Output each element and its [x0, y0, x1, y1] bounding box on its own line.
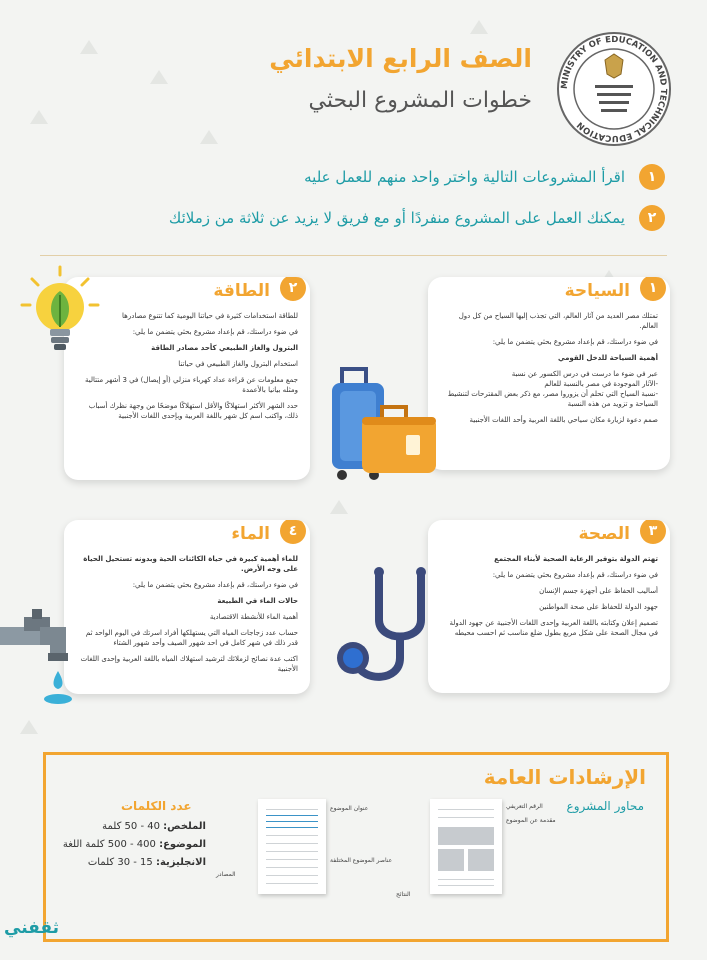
card-number: ٢: [280, 277, 306, 301]
card-item: أهمية الماء للأنشطة الاقتصادية: [209, 613, 298, 621]
water-tap-icon: [0, 607, 80, 711]
step-number: ١: [639, 164, 665, 190]
step-text: يمكنك العمل على المشروع منفردًا أو مع فريق لا يزيد عن ثلاثة من زملائك: [168, 209, 625, 227]
card-number: ١: [640, 277, 666, 301]
word-count-row: [62, 839, 206, 850]
word-count-title: عدد الكلمات: [121, 799, 192, 813]
doc-label-results: النتائج: [396, 891, 411, 898]
card-item: تصميم إعلان وكتابته باللغة العربية وإحدى اللغات الأجنبية عن جهود الدولة في مجال الصحة على شكل مربع بطول ضلع مناسب ثم احسب محيطه: [449, 619, 658, 637]
page-subtitle: خطوات المشروع البحثي: [308, 88, 532, 113]
word-count-label: الملخص:: [163, 821, 206, 832]
card-item: صمم دعوة لزيارة مكان سياحي باللغة العربية وأحد اللغات الأجنبية: [469, 416, 658, 424]
document-sample-sources: [258, 799, 326, 894]
card-lead: في ضوء دراستك، قم بإعداد مشروع بحثي يتضمن ما يلي:: [492, 571, 658, 579]
lightbulb-leaf-icon: [20, 265, 100, 364]
doc-label-sources: المصادر: [216, 871, 236, 878]
card-number: ٣: [640, 520, 666, 544]
card-title: الماء: [231, 524, 270, 544]
ministry-seal-logo: [555, 30, 673, 148]
document-sample-sections: [430, 799, 502, 894]
card-item: جهود الدولة للحفاظ على صحة المواطنين: [539, 603, 658, 611]
step-1: [304, 162, 665, 192]
card-body: [76, 554, 298, 680]
card-intro: للماء أهمية كبيرة في حياة الكائنات الحية وبدونه تستحيل الحياة على وجه الأرض.: [83, 555, 298, 573]
card-item: البترول والغاز الطبيعي كأحد مصادر الطاقة: [151, 344, 298, 352]
guidelines-title: الإرشادات العامة: [483, 765, 646, 789]
card-intro: للطاقة استخدامات كثيرة في حياتنا اليومية كما تتنوع مصادرها: [122, 312, 298, 320]
footer-logo: ثقفني: [4, 918, 59, 938]
card-item: جمع معلومات عن قراءة عداد كهرباء منزلي (أو إيصال) في 3 أشهر متتالية ومثله بيانيا بالأعمدة: [85, 376, 298, 394]
card-item: -نسبة السياح التي تحلم أن يزوروا مصر، مع ذكر بعض المقترحات لتنشيط السياحة و تزويد من هذه النسبة: [447, 390, 658, 408]
doc-label-subject-title: عنوان الموضوع: [330, 805, 369, 812]
card-item: حساب عدد زجاجات المياه التي يستهلكها أفراد اسرتك في اليوم الواحد ثم قدر ذلك في شهر كامل في احد شهور الصيف وأحد شهور الشتاء: [85, 629, 298, 647]
card-body: [440, 311, 658, 431]
header: [0, 0, 707, 150]
card-tourism: [428, 277, 670, 470]
step-2: [169, 203, 665, 233]
divider: [40, 255, 667, 256]
card-body: [78, 311, 298, 427]
card-item: حدد الشهر الأكثر استهلاكًا والأقل استهلاكًا موضحًا من وجهة نظرك أسباب ذلك، واكتب اسم كل شهر باللغة العربية وبإحدى اللغات الأجنبية: [88, 402, 298, 420]
luggage-icon: [322, 365, 440, 487]
card-body: [440, 554, 658, 644]
card-title: الطاقة: [213, 281, 270, 301]
card-item: -الآثار الموجودة في مصر بالنسبة للعالم: [544, 380, 658, 388]
word-count-value: 15 - 30 كلمات: [87, 857, 153, 868]
card-item: أساليب الحفاظ على أجهزة جسم الإنسان: [539, 587, 658, 595]
guidelines-box: [43, 752, 669, 942]
word-count-value: 40 - 50 كلمة: [102, 821, 160, 832]
card-lead: في ضوء دراستك، قم بإعداد مشروع بحثي يتضمن ما يلي:: [132, 581, 298, 589]
project-axes-title: محاور المشروع: [566, 799, 644, 813]
stethoscope-icon: [335, 560, 453, 699]
card-intro: تمتلك مصر العديد من آثار العالم، التي تجذب إليها السياح من كل دول العالم.: [458, 312, 658, 330]
word-count-row: [66, 857, 206, 868]
seal-text: MINISTRY OF EDUCATION AND TECHNICAL EDUCATION: [559, 34, 669, 144]
word-count-label: الموضوع:: [159, 839, 206, 850]
card-item: اكتب عدة نصائح لزملائك لترشيد استهلاك المياه باللغة العربية وإحدى اللغات الأجنبية: [80, 655, 298, 673]
card-water: [64, 520, 310, 694]
card-title: السياحة: [564, 281, 630, 301]
page-title: الصف الرابع الابتدائي: [269, 44, 532, 73]
word-count-row: [66, 821, 206, 832]
card-lead: في ضوء دراستك، قم بإعداد مشروع بحثي يتضمن ما يلي:: [132, 328, 298, 336]
card-item: أهمية السياحة للدخل القومي: [558, 354, 658, 362]
doc-label-number: الرقم التعريفي: [506, 803, 543, 810]
card-item: عبر في ضوء ما درست في درس الكسور عن نسبة: [511, 370, 658, 378]
card-energy: [64, 277, 310, 480]
background-shape: [330, 500, 348, 514]
step-number: ٢: [639, 205, 665, 231]
word-count-value: 400 - 500 كلمة اللغة: [62, 839, 156, 850]
step-text: اقرأ المشروعات التالية واختر واحد منهم للعمل عليه: [304, 168, 625, 186]
card-title: الصحة: [578, 524, 630, 544]
card-item: استخدام البترول والغاز الطبيعي في حياتنا: [178, 360, 298, 368]
card-item: حالات الماء في الطبيعة: [217, 597, 298, 605]
card-health: [428, 520, 670, 693]
background-shape: [20, 720, 38, 734]
card-lead: في ضوء دراستك، قم بإعداد مشروع بحثي يتضمن ما يلي:: [492, 338, 658, 346]
word-count-label: الانجليزية:: [155, 857, 206, 868]
doc-label-intro: مقدمة عن الموضوع: [506, 817, 556, 824]
doc-label-elements: عناصر الموضوع المختلفة: [330, 857, 393, 864]
card-number: ٤: [280, 520, 306, 544]
card-intro: تهتم الدولة بتوفير الرعاية الصحية لأبناء المجتمع: [494, 555, 658, 563]
